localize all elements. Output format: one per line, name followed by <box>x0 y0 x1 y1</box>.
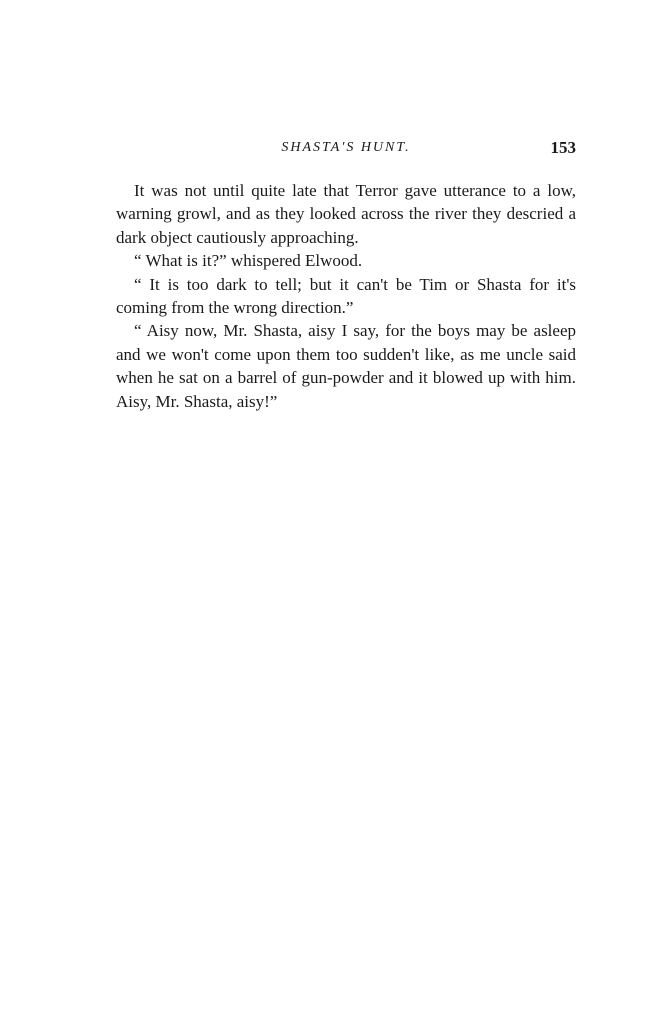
running-title: SHASTA'S HUNT. <box>281 140 411 155</box>
paragraph: “ What is it?” whispered Elwood. <box>134 251 363 271</box>
paragraph: “ Aisy now, Mr. Shasta, aisy I say, for the boys may be asleep and we won't come upon them too sudden't like, as me uncle said when he sat on a barrel of gun-powder and it blowed up with him. Aisy, Mr. Shasta, aisy!” <box>116 321 576 411</box>
running-head <box>116 140 576 164</box>
body-text <box>116 179 576 413</box>
page-number: 153 <box>550 138 576 157</box>
paragraph: It was not until quite late that Terror gave utterance to a low, warning growl, and as they looked across the river they descried a dark object cautiously approaching. <box>116 181 576 247</box>
paragraph: “ It is too dark to tell; but it can't be Tim or Shasta for it's coming from the wrong direction.” <box>116 274 576 318</box>
